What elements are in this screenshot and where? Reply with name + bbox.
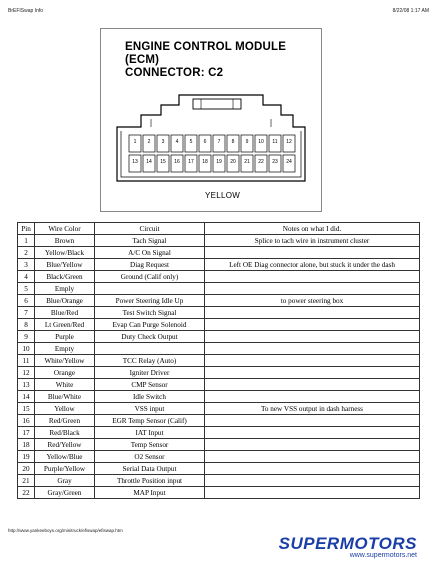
connector-diagram bbox=[100, 28, 322, 212]
top-pin-number: 12 bbox=[286, 139, 292, 145]
cell-notes bbox=[205, 283, 420, 295]
table-row bbox=[18, 439, 420, 451]
cell-wire-color: Purple bbox=[35, 331, 95, 343]
watermark bbox=[279, 534, 417, 559]
cell-circuit: Throttle Position input bbox=[95, 475, 205, 487]
cell-pin: 16 bbox=[18, 415, 35, 427]
table-row bbox=[18, 487, 420, 499]
pin-table bbox=[17, 222, 420, 499]
cell-notes bbox=[205, 343, 420, 355]
table-row bbox=[18, 295, 420, 307]
cell-notes: Left OE Diag connector alone, but stuck it under the dash bbox=[205, 259, 420, 271]
connector-color-label: YELLOW bbox=[205, 191, 241, 200]
table-row bbox=[18, 475, 420, 487]
cell-pin: 12 bbox=[18, 367, 35, 379]
table-row bbox=[18, 403, 420, 415]
cell-wire-color: Gray/Green bbox=[35, 487, 95, 499]
table-row bbox=[18, 271, 420, 283]
cell-pin: 7 bbox=[18, 307, 35, 319]
cell-wire-color: White bbox=[35, 379, 95, 391]
diagram-title-line1: ENGINE CONTROL MODULE (ECM) bbox=[125, 41, 287, 66]
header-wire-color: Wire Color bbox=[35, 223, 95, 235]
cell-wire-color: Brown bbox=[35, 235, 95, 247]
cell-wire-color: Red/Green bbox=[35, 415, 95, 427]
cell-pin: 17 bbox=[18, 427, 35, 439]
cell-notes bbox=[205, 487, 420, 499]
bottom-pin-number: 14 bbox=[146, 159, 152, 165]
cell-wire-color: Yellow bbox=[35, 403, 95, 415]
cell-pin: 9 bbox=[18, 331, 35, 343]
cell-wire-color: White/Yellow bbox=[35, 355, 95, 367]
bottom-pin-number: 21 bbox=[244, 159, 250, 165]
cell-circuit: IAT Input bbox=[95, 427, 205, 439]
cell-circuit: VSS input bbox=[95, 403, 205, 415]
cell-pin: 6 bbox=[18, 295, 35, 307]
diagram-title bbox=[125, 41, 321, 80]
cell-notes bbox=[205, 331, 420, 343]
cell-pin: 15 bbox=[18, 403, 35, 415]
bottom-pin-number: 20 bbox=[230, 159, 236, 165]
watermark-url: www.supermotors.net bbox=[349, 552, 417, 559]
table-row bbox=[18, 331, 420, 343]
connector-illustration bbox=[111, 89, 311, 189]
cell-wire-color: Emply bbox=[35, 283, 95, 295]
cell-circuit: MAP Input bbox=[95, 487, 205, 499]
cell-wire-color: Lt Green/Red bbox=[35, 319, 95, 331]
table-row bbox=[18, 307, 420, 319]
pin-table-body bbox=[18, 235, 420, 499]
cell-wire-color: Empty bbox=[35, 343, 95, 355]
header-pin: Pin bbox=[18, 223, 35, 235]
cell-pin: 4 bbox=[18, 271, 35, 283]
cell-notes bbox=[205, 355, 420, 367]
top-pin-number: 5 bbox=[189, 139, 193, 145]
cell-notes: to power steering box bbox=[205, 295, 420, 307]
cell-circuit: Serial Data Output bbox=[95, 463, 205, 475]
cell-notes bbox=[205, 463, 420, 475]
connector-latch bbox=[193, 99, 241, 109]
cell-circuit: Duty Check Output bbox=[95, 331, 205, 343]
table-row bbox=[18, 367, 420, 379]
cell-pin: 20 bbox=[18, 463, 35, 475]
cell-notes bbox=[205, 367, 420, 379]
table-row bbox=[18, 259, 420, 271]
cell-notes bbox=[205, 319, 420, 331]
table-row bbox=[18, 343, 420, 355]
cell-notes bbox=[205, 427, 420, 439]
cell-notes bbox=[205, 271, 420, 283]
table-row bbox=[18, 319, 420, 331]
cell-notes bbox=[205, 475, 420, 487]
bottom-pin-number: 16 bbox=[174, 159, 180, 165]
cell-notes bbox=[205, 415, 420, 427]
cell-wire-color: Gray bbox=[35, 475, 95, 487]
table-row bbox=[18, 391, 420, 403]
cell-wire-color: Blue/Yellow bbox=[35, 259, 95, 271]
cell-notes bbox=[205, 391, 420, 403]
cell-circuit: Idle Switch bbox=[95, 391, 205, 403]
cell-wire-color: Yellow/Black bbox=[35, 247, 95, 259]
table-row bbox=[18, 247, 420, 259]
cell-pin: 3 bbox=[18, 259, 35, 271]
cell-wire-color: Red/Black bbox=[35, 427, 95, 439]
table-header-row bbox=[18, 223, 420, 235]
cell-circuit bbox=[95, 343, 205, 355]
top-pin-number: 2 bbox=[147, 139, 151, 145]
cell-circuit: CMP Sensor bbox=[95, 379, 205, 391]
cell-pin: 19 bbox=[18, 451, 35, 463]
cell-circuit: Ground (Calif only) bbox=[95, 271, 205, 283]
cell-circuit: A/C On Signal bbox=[95, 247, 205, 259]
bottom-pin-number: 13 bbox=[132, 159, 138, 165]
table-row bbox=[18, 235, 420, 247]
cell-notes bbox=[205, 451, 420, 463]
top-pin-number: 9 bbox=[245, 139, 249, 145]
cell-notes: Splice to tach wire in instrument cluster bbox=[205, 235, 420, 247]
cell-pin: 5 bbox=[18, 283, 35, 295]
cell-circuit: EGR Temp Sensor (Calif) bbox=[95, 415, 205, 427]
cell-notes bbox=[205, 379, 420, 391]
cell-circuit: TCC Relay (Auto) bbox=[95, 355, 205, 367]
top-pin-number: 3 bbox=[161, 139, 165, 145]
cell-pin: 1 bbox=[18, 235, 35, 247]
top-pin-number: 11 bbox=[272, 139, 278, 145]
cell-notes bbox=[205, 247, 420, 259]
cell-pin: 22 bbox=[18, 487, 35, 499]
cell-pin: 8 bbox=[18, 319, 35, 331]
cell-pin: 13 bbox=[18, 379, 35, 391]
cell-circuit: Diag Request bbox=[95, 259, 205, 271]
bottom-pin-number: 23 bbox=[272, 159, 278, 165]
top-pin-number: 4 bbox=[175, 139, 179, 145]
header-circuit: Circuit bbox=[95, 223, 205, 235]
bottom-pin-number: 18 bbox=[202, 159, 208, 165]
cell-pin: 11 bbox=[18, 355, 35, 367]
cell-pin: 10 bbox=[18, 343, 35, 355]
cell-wire-color: Red/Yellow bbox=[35, 439, 95, 451]
table-row bbox=[18, 451, 420, 463]
cell-pin: 14 bbox=[18, 391, 35, 403]
cell-notes bbox=[205, 307, 420, 319]
page-footer-url: http://www.yankeeboys.org/minitruck/efiswap/efiswap.htm bbox=[8, 528, 123, 533]
table-row bbox=[18, 427, 420, 439]
cell-wire-color: Blue/Red bbox=[35, 307, 95, 319]
cell-pin: 21 bbox=[18, 475, 35, 487]
bottom-pin-number: 19 bbox=[216, 159, 222, 165]
page-header-left: BrEFISwap Info bbox=[8, 8, 44, 14]
table-row bbox=[18, 463, 420, 475]
bottom-pin-number: 17 bbox=[188, 159, 194, 165]
table-row bbox=[18, 415, 420, 427]
top-pin-number: 10 bbox=[258, 139, 264, 145]
cell-circuit bbox=[95, 283, 205, 295]
bottom-pin-number: 15 bbox=[160, 159, 166, 165]
cell-wire-color: Orange bbox=[35, 367, 95, 379]
cell-circuit: Tach Signal bbox=[95, 235, 205, 247]
cell-circuit: Temp Sensor bbox=[95, 439, 205, 451]
bottom-pin-number: 22 bbox=[258, 159, 264, 165]
cell-circuit: Test Switch Signal bbox=[95, 307, 205, 319]
cell-circuit: Igniter Driver bbox=[95, 367, 205, 379]
header-notes: Notes on what I did. bbox=[205, 223, 420, 235]
cell-wire-color: Purple/Yellow bbox=[35, 463, 95, 475]
bottom-pin-number: 24 bbox=[286, 159, 292, 165]
top-pin-number: 6 bbox=[203, 139, 207, 145]
cell-circuit: O2 Sensor bbox=[95, 451, 205, 463]
table-row bbox=[18, 283, 420, 295]
cell-pin: 2 bbox=[18, 247, 35, 259]
cell-notes bbox=[205, 439, 420, 451]
top-pin-number: 1 bbox=[133, 139, 137, 145]
cell-circuit: Evap Can Purge Solenoid bbox=[95, 319, 205, 331]
table-row bbox=[18, 355, 420, 367]
cell-wire-color: Black/Green bbox=[35, 271, 95, 283]
cell-wire-color: Blue/Orange bbox=[35, 295, 95, 307]
cell-wire-color: Yellow/Blue bbox=[35, 451, 95, 463]
cell-notes: To new VSS output in dash harness bbox=[205, 403, 420, 415]
cell-wire-color: Blue/White bbox=[35, 391, 95, 403]
page-header-right: 8/22/08 1:17 AM bbox=[392, 8, 429, 14]
top-pin-number: 8 bbox=[231, 139, 235, 145]
watermark-logo: SUPERMOTORS bbox=[278, 534, 417, 553]
pin-cells bbox=[129, 135, 295, 172]
table-row bbox=[18, 379, 420, 391]
cell-circuit: Power Steering Idle Up bbox=[95, 295, 205, 307]
diagram-title-line2: CONNECTOR: C2 bbox=[125, 67, 224, 79]
top-pin-number: 7 bbox=[217, 139, 221, 145]
cell-pin: 18 bbox=[18, 439, 35, 451]
